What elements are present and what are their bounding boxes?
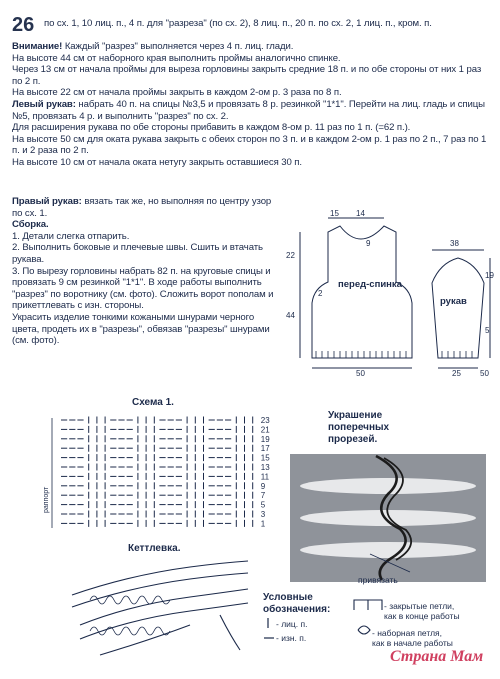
paragraph: На высоте 22 см от начала проймы закрыть в каждом 2-ом р. 3 раза по 8 п. [12,87,342,99]
right-sleeve-text: вязать так же, но выполняя по центру узор по сх. 1. [12,196,272,219]
row-number: 3 [260,510,266,519]
front-back-outline [312,226,412,358]
dim-label: 9 [366,239,371,248]
paragraph: На высоте 44 см от наборного края выполнить проймы аналогично спинке. [12,52,341,64]
paragraph: Через 13 см от начала проймы для выреза горловины закрыть средние 18 п. и по обе стороны от них 1 раз по 2 п. [12,64,482,87]
legend-cast-on: - наборная петля, как в начале работы [372,628,453,648]
schema-chart [40,408,280,538]
row-number: 1 [260,519,266,529]
right-sleeve-label: Правый рукав: [12,196,82,207]
sleeve-outline [432,258,484,358]
paragraph: Для расширения рукава по обе стороны прибавить в каждом 8-ом р. 11 раз по 1 п. (=62 п.). [12,122,411,134]
attention-label: Внимание! [12,41,63,52]
dim-label: 50 [356,369,365,378]
assembly-block [12,196,276,347]
tie-label: привязать [358,575,398,585]
pattern-diagram [280,208,498,378]
left-sleeve-paragraph [12,99,494,122]
attention-paragraph [12,41,494,53]
row-number: 7 [260,491,266,501]
row-number: 13 [260,463,270,472]
paragraph: На высоте 50 см для оката рукава закрыть с обеих сторон по 3 п. и в каждом 2-ом р. 1 раз по 2 п., 7 раз по 1 п. и 2 раза по 2 п. [12,133,487,157]
paragraph: На высоте 10 см от начала оката нетугу закрыть оставшиеся 30 п. [12,156,302,168]
page-number: 26 [12,14,35,36]
schema-title: Схема 1. [132,397,174,408]
row-number: 23 [260,416,270,425]
legend-closed: - закрытые петли, как в конце работы [384,601,460,621]
front-back-label [338,279,403,290]
watermark-logo: Страна Мам [390,648,484,665]
dim-label: 5 [485,326,490,335]
cast-on-loop-symbol [358,626,370,634]
left-sleeve-label: Левый рукав: [12,98,76,110]
assembly-title: Сборка. [12,219,49,231]
decoration-photo [290,454,486,582]
dim-label: 44 [286,311,295,320]
sleeve-label: рукав [440,296,467,307]
assembly-step: 1. Детали слегка отпарить. [12,230,130,242]
row-number: 11 [260,472,270,482]
dim-label: 50 [480,369,489,378]
attention-text: Каждый "разрез" выполняется через 4 п. лиц. глади. [62,41,294,52]
front-back-label-text: перед-спинка [338,279,402,290]
row-number: 15 [260,453,270,463]
front-ribbing [316,351,406,358]
legend-knit: - лиц. п. [276,619,308,629]
row-number: 21 [260,425,270,435]
kettlevka-illustration [70,555,260,665]
left-sleeve-text: набрать 40 п. на спицы №3,5 и провязать 8 р. резинкой "1*1". Перейти на лиц. гладь и спицы №5, провязать 4 р. и выполнить "разрез" по сх. 2. [12,98,485,122]
assembly-step: 3. По вырезу горловины набрать 82 п. на круговые спицы и провязать 9 см резинкой "1*1". В ходе работы выполнить "разрез" по воротнику (см. фото). Сложить ворот пополам и прикеттлевать с изн. стороны. [12,265,274,312]
top-text-line: по сх. 1, 10 лиц. п., 4 п. для "разреза" (по сх. 2), 8 лиц. п., 20 п. по сх. 2, 1 лиц. п., кром. п. [44,18,432,29]
rapport-label: раппорт [43,486,50,513]
row-number: 17 [260,444,270,454]
dim-label: 25 [452,369,461,378]
row-number: 9 [260,481,266,491]
dim-label: 38 [450,239,459,248]
assembly-step: 2. Выполнить боковые и плечевые швы. Сшить и втачать рукава. [12,242,263,265]
decoration-title: Украшение поперечных прорезей. [328,410,390,445]
legend-title: Условные обозначения: [263,592,331,615]
dim-label: 14 [356,209,365,218]
right-sleeve-paragraph [12,196,276,219]
dim-label: 2 [318,289,323,298]
main-text [12,41,494,169]
closed-loops-symbol [354,600,382,610]
sleeve-ribbing [442,351,472,358]
top-paragraph [44,18,492,30]
dim-label: 15 [330,209,339,218]
row-number: 19 [260,434,270,444]
kettlevka-title: Кеттлевка. [128,543,181,554]
assembly-step: Украсить изделие тонкими кожаными шнурами черного цвета, продеть их в "разрезы", обвязав "разрезы" шнурами (см. фото). [12,311,270,347]
dim-label: 22 [286,251,295,260]
dim-label: 19 [485,271,494,280]
legend-purl: - изн. п. [276,633,307,643]
row-number: 5 [260,500,266,510]
